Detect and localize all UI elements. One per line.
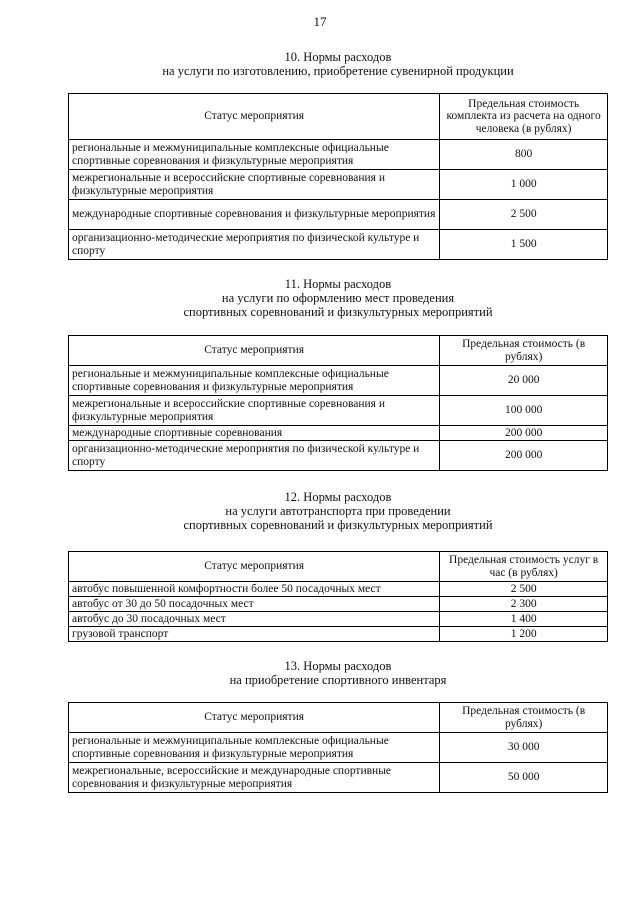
header-price: Предельная стоимость (в рублях) [440, 703, 608, 733]
cell-status: региональные и межмуниципальные комплексные официальные спортивные соревнования и физкультурные мероприятия [69, 733, 440, 763]
cell-status: межрегиональные и всероссийские спортивные соревнования и физкультурные мероприятия [69, 170, 440, 200]
cell-price: 200 000 [440, 441, 608, 471]
section-title [8, 659, 640, 687]
section-title-line: на услуги по изготовлению, приобретение сувенирной продукции [162, 64, 514, 78]
page-number: 17 [313, 14, 327, 29]
table-row [69, 396, 608, 426]
cell-status: международные спортивные соревнования и физкультурные мероприятия [69, 200, 440, 230]
section-11 [68, 277, 608, 471]
table-row [69, 170, 608, 200]
table-row [69, 230, 608, 260]
cell-status: региональные и межмуниципальные комплексные официальные спортивные соревнования и физкультурные мероприятия [69, 366, 440, 396]
table-header-row [69, 94, 608, 140]
table-row [69, 366, 608, 396]
norms-table [68, 93, 608, 260]
norms-table [68, 551, 608, 642]
section-title-line: спортивных соревнований и физкультурных мероприятий [183, 518, 493, 532]
section-title [8, 50, 640, 78]
cell-price: 2 300 [440, 597, 608, 612]
table-row [69, 627, 608, 642]
section-title-line: на услуги автотранспорта при проведении [225, 504, 451, 518]
section-13 [68, 659, 608, 793]
section-title-line: 11. Нормы расходов [284, 277, 392, 291]
section-title-line: спортивных соревнований и физкультурных мероприятий [183, 305, 493, 319]
norms-table [68, 702, 608, 793]
cell-price: 2 500 [440, 582, 608, 597]
section-title-line: 12. Нормы расходов [284, 490, 392, 504]
table-row [69, 200, 608, 230]
header-price: Предельная стоимость комплекта из расчета на одного человека (в рублях) [440, 94, 608, 140]
cell-price: 50 000 [440, 763, 608, 793]
cell-price: 2 500 [440, 200, 608, 230]
cell-price: 200 000 [440, 426, 608, 441]
cell-status: автобус от 30 до 50 посадочных мест [69, 597, 440, 612]
table-row [69, 426, 608, 441]
cell-price: 800 [440, 140, 608, 170]
cell-status: межрегиональные и всероссийские спортивные соревнования и физкультурные мероприятия [69, 396, 440, 426]
table-header-row [69, 336, 608, 366]
table-row [69, 597, 608, 612]
cell-status: грузовой транспорт [69, 627, 440, 642]
table-row [69, 763, 608, 793]
table-row [69, 733, 608, 763]
section-title [8, 490, 640, 532]
cell-status: автобус до 30 посадочных мест [69, 612, 440, 627]
cell-status: региональные и межмуниципальные комплексные официальные спортивные соревнования и физкультурные мероприятия [69, 140, 440, 170]
header-status: Статус мероприятия [69, 94, 440, 140]
section-title-line: на услуги по оформлению мест проведения [221, 291, 455, 305]
cell-status: автобус повышенной комфортности более 50 посадочных мест [69, 582, 440, 597]
cell-price: 20 000 [440, 366, 608, 396]
section-12 [68, 490, 608, 642]
header-status: Статус мероприятия [69, 552, 440, 582]
cell-price: 100 000 [440, 396, 608, 426]
cell-status: межрегиональные, всероссийские и международные спортивные соревнования и физкультурные мероприятия [69, 763, 440, 793]
cell-price: 1 500 [440, 230, 608, 260]
cell-price: 1 200 [440, 627, 608, 642]
section-title-line: на приобретение спортивного инвентаря [229, 673, 447, 687]
section-title-line: 10. Нормы расходов [284, 50, 392, 64]
table-row [69, 140, 608, 170]
table-row [69, 582, 608, 597]
section-10 [68, 50, 608, 260]
section-title-line: 13. Нормы расходов [284, 659, 392, 673]
header-status: Статус мероприятия [69, 703, 440, 733]
header-status: Статус мероприятия [69, 336, 440, 366]
cell-price: 30 000 [440, 733, 608, 763]
table-row [69, 441, 608, 471]
table-header-row [69, 552, 608, 582]
table-row [69, 612, 608, 627]
norms-table [68, 335, 608, 471]
cell-status: международные спортивные соревнования [69, 426, 440, 441]
cell-price: 1 400 [440, 612, 608, 627]
cell-price: 1 000 [440, 170, 608, 200]
cell-status: организационно-методические мероприятия по физической культуре и спорту [69, 441, 440, 471]
section-title [8, 277, 640, 319]
cell-status: организационно-методические мероприятия по физической культуре и спорту [69, 230, 440, 260]
header-price: Предельная стоимость услуг в час (в рублях) [440, 552, 608, 582]
header-price: Предельная стоимость (в рублях) [440, 336, 608, 366]
table-header-row [69, 703, 608, 733]
